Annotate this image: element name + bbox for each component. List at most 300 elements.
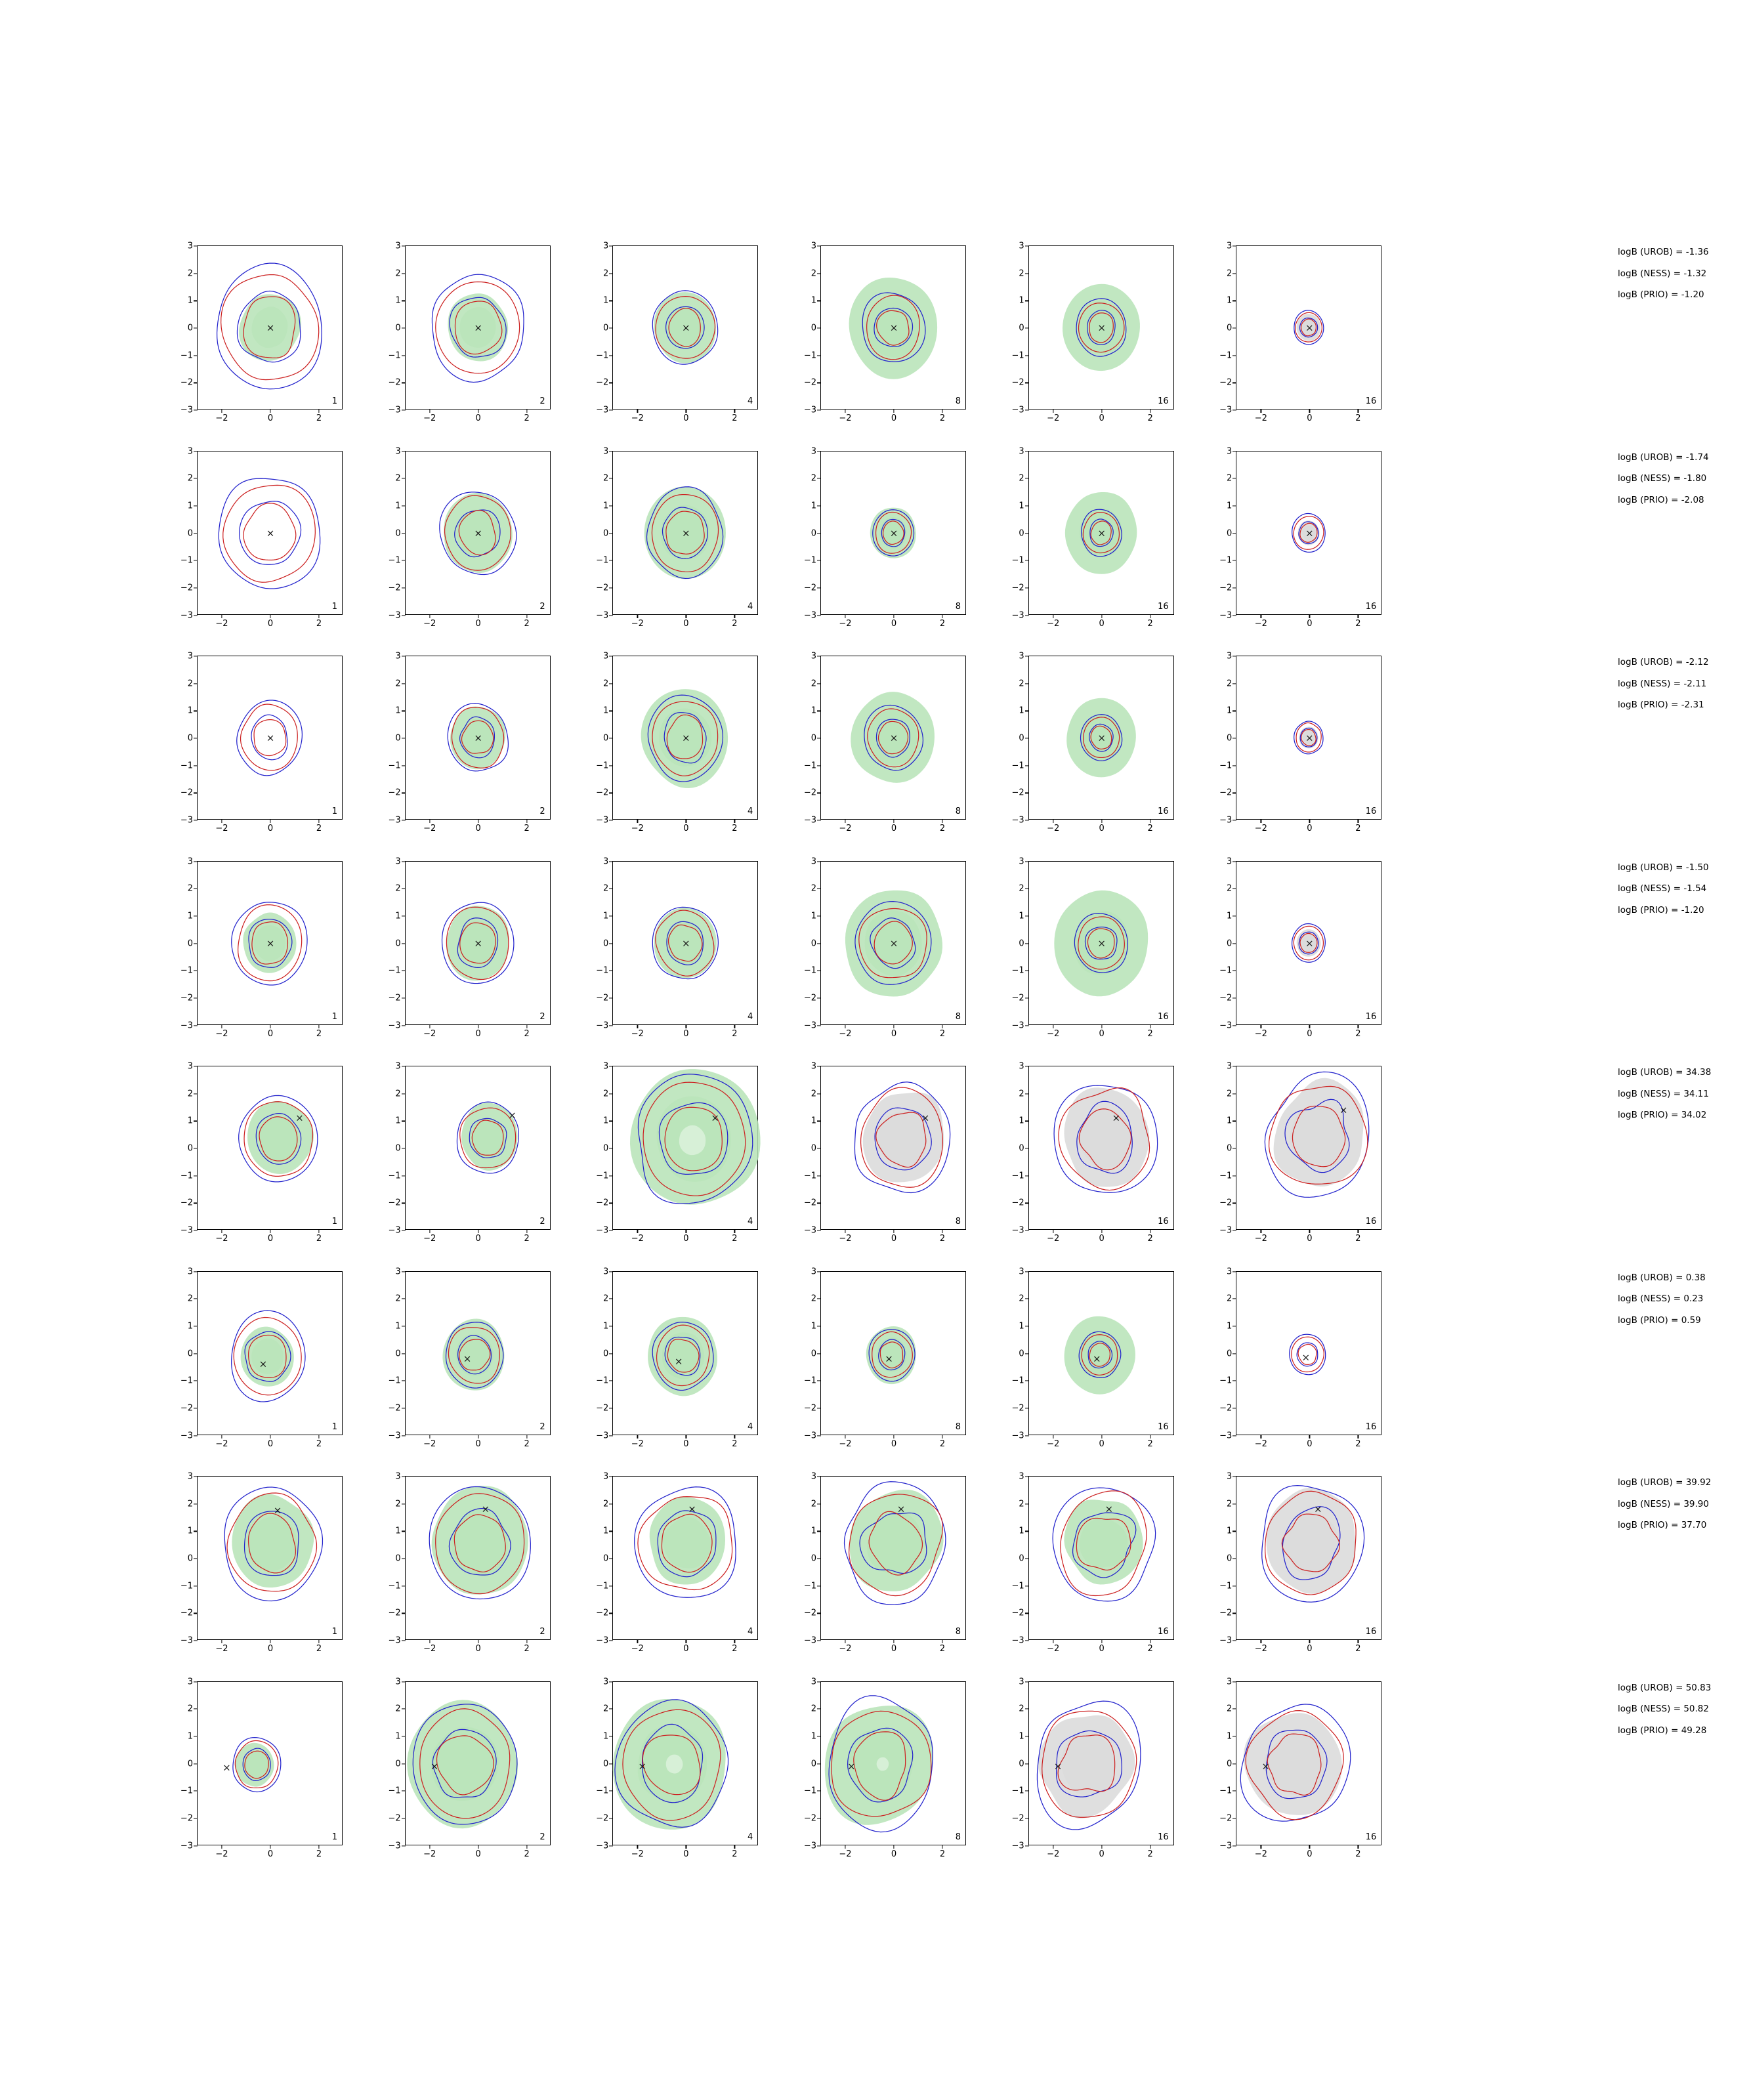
y-tick-mark [194,1476,198,1477]
x-tick-mark [893,1845,894,1849]
contour-plot [613,1682,757,1845]
y-tick-label: −1 [1219,965,1233,976]
x-tick-label: 0 [1307,824,1313,833]
y-tick-label: 3 [1227,1267,1233,1276]
panel-corner-label: 16 [1365,1421,1377,1432]
x-tick-label: −2 [1254,1849,1267,1859]
y-tick-mark [817,1845,821,1846]
y-tick-mark [817,1709,821,1710]
y-tick-label: −2 [803,993,816,1003]
y-tick-mark [402,1613,406,1614]
panel-row [177,852,1709,1057]
y-tick-label: −2 [180,1198,193,1208]
plot-axes [1011,856,1174,1039]
plot-axes [1219,241,1381,423]
y-tick-mark [817,327,821,328]
x-tick-mark [526,1229,527,1233]
y-tick-mark [817,1531,821,1532]
y-tick-label: −3 [388,1020,401,1030]
truth-marker: × [1053,1760,1063,1773]
y-tick-mark [609,1503,613,1504]
y-tick-label: 1 [1019,1116,1024,1126]
y-tick-mark [1025,1613,1029,1614]
y-tick-label: 0 [1227,323,1233,333]
plot-axes [180,446,343,629]
y-tick-label: −1 [1011,965,1024,976]
plot-axes [1219,651,1381,833]
y-tick-label: −3 [180,815,193,826]
logb-annotation: logB (UROB) = 39.92 [1618,1477,1712,1488]
y-tick-label: −1 [180,1171,193,1181]
y-tick-mark [1025,765,1029,766]
x-tick-mark [893,1435,894,1438]
y-tick-label: 0 [1227,733,1233,744]
y-tick-label: −2 [1011,583,1024,593]
y-tick-mark [1025,943,1029,944]
contour-plot [613,1477,757,1639]
logb-annotation: logB (NESS) = -1.54 [1618,883,1707,894]
panel-3-5 [1009,651,1174,834]
panel-corner-label: 16 [1365,1217,1377,1227]
x-tick-mark [1101,1229,1102,1233]
y-tick-label: −3 [1011,610,1024,620]
y-tick-mark [402,273,406,274]
y-tick-label: 0 [1227,1143,1233,1154]
y-tick-mark [817,1558,821,1559]
y-tick-label: 3 [395,1471,401,1482]
y-tick-mark [609,1435,613,1436]
panel-7-2 [385,1471,551,1654]
y-tick-label: 0 [811,528,816,538]
x-tick-label: 0 [475,413,481,423]
x-tick-label: −2 [215,1849,228,1859]
panel-corner-label: 4 [748,601,753,612]
panel-corner-label: 1 [331,1421,337,1432]
x-tick-label: 0 [475,1644,481,1654]
y-tick-mark [402,615,406,616]
panel-7-1 [177,1471,343,1654]
panel-corner-label: 8 [955,1627,961,1637]
logb-annotation: logB (UROB) = -1.74 [1618,452,1709,463]
x-tick-label: 2 [1147,824,1153,833]
y-tick-mark [194,1093,198,1094]
x-tick-label: −2 [839,413,852,423]
truth-marker: × [889,527,898,539]
plot-axes [388,1061,551,1244]
x-tick-label: 2 [1147,1234,1153,1244]
truth-marker: × [688,1503,696,1515]
y-tick-label: 2 [1227,679,1233,689]
y-tick-label: 1 [811,705,816,716]
y-tick-label: 1 [395,501,401,511]
x-tick-label: 0 [267,824,274,833]
x-tick-label: 2 [939,1234,946,1244]
x-tick-label: 0 [891,1028,897,1039]
y-tick-mark [1025,273,1029,274]
y-tick-label: 0 [395,323,401,333]
y-tick-mark [609,861,613,862]
y-tick-mark [817,355,821,356]
x-tick-label: 0 [267,413,274,423]
x-tick-mark [1358,1435,1359,1438]
y-tick-label: −3 [803,1020,816,1030]
y-tick-label: 3 [395,1677,401,1687]
plot-axes [803,1061,966,1244]
y-tick-label: −1 [803,1171,816,1181]
panel-corner-label: 16 [1365,396,1377,406]
y-tick-label: 1 [603,705,609,716]
y-tick-label: 2 [395,1704,401,1714]
y-tick-mark [1233,861,1236,862]
logb-annotation: logB (NESS) = -1.32 [1618,268,1707,279]
y-tick-label: 2 [811,1089,816,1099]
y-tick-label: −2 [1011,1608,1024,1618]
y-tick-mark [1025,451,1029,452]
panel-6-6 [1216,1267,1381,1450]
x-tick-label: 2 [732,1028,738,1039]
x-tick-label: 0 [1099,1849,1105,1859]
x-tick-label: 2 [524,1028,530,1039]
x-tick-label: −2 [1047,618,1060,629]
y-tick-label: 0 [187,1553,193,1564]
x-tick-label: 0 [891,1644,897,1654]
y-tick-label: −2 [803,1608,816,1618]
truth-marker: × [1097,322,1106,334]
panel-corner-label: 16 [1158,1421,1169,1432]
y-tick-mark [817,861,821,862]
x-tick-mark [893,819,894,823]
panel-3-6 [1216,651,1381,834]
y-tick-label: −3 [1011,1225,1024,1236]
logb-annotation: logB (PRIO) = -2.31 [1618,700,1704,710]
y-tick-label: −1 [596,1376,609,1386]
y-tick-label: 0 [811,323,816,333]
plot-axes [388,446,551,629]
panel-corner-label: 2 [539,807,545,816]
plot-axes [1011,651,1174,833]
y-tick-label: 0 [187,938,193,948]
y-tick-label: −3 [388,1225,401,1236]
x-tick-mark [526,1435,527,1438]
y-tick-label: −3 [803,405,816,415]
x-tick-label: 2 [316,824,322,833]
y-tick-mark [1233,1353,1236,1354]
x-tick-label: −2 [631,413,644,423]
y-tick-label: 0 [603,528,609,538]
contour-plot [1029,1682,1173,1845]
y-tick-label: 0 [603,1759,609,1769]
y-tick-mark [1025,1203,1029,1204]
x-tick-mark [1309,1229,1310,1233]
x-tick-label: −2 [423,1438,436,1449]
x-tick-mark [1309,1435,1310,1438]
x-tick-label: 2 [316,1849,322,1859]
panel-1-1 [177,241,343,424]
x-tick-label: 0 [475,1438,481,1449]
y-tick-label: 2 [187,1293,193,1304]
y-tick-label: 1 [187,501,193,511]
y-tick-label: −3 [1219,610,1233,620]
y-tick-label: 1 [811,1526,816,1536]
y-tick-label: 0 [1019,938,1024,948]
x-tick-mark [1358,1229,1359,1233]
y-tick-mark [194,1175,198,1176]
y-tick-label: −1 [596,1786,609,1796]
y-tick-label: −2 [596,583,609,593]
plot-axes [388,651,551,833]
y-tick-label: 1 [811,911,816,921]
y-tick-mark [817,1025,821,1026]
panel-corner-label: 1 [331,601,337,612]
y-tick-label: −1 [803,555,816,566]
y-tick-label: 3 [811,446,816,456]
y-tick-label: −1 [1219,1786,1233,1796]
y-tick-mark [1233,1435,1236,1436]
panel-3-3 [593,651,758,834]
y-tick-mark [1233,451,1236,452]
y-tick-label: 2 [1019,679,1024,689]
y-tick-mark [402,683,406,684]
x-tick-mark [734,1435,735,1438]
truth-marker: × [1097,937,1106,949]
y-tick-label: −2 [596,788,609,798]
x-tick-label: −2 [839,1849,852,1859]
y-tick-label: −3 [1219,1635,1233,1646]
panel-1-3 [593,241,758,424]
x-tick-label: 2 [1355,1849,1361,1859]
y-tick-mark [194,943,198,944]
plot-axes [180,1061,343,1244]
plot-axes [596,651,758,833]
x-tick-label: 2 [939,1028,946,1039]
y-tick-mark [817,1763,821,1764]
truth-marker: × [474,322,482,334]
y-tick-label: −3 [180,1431,193,1440]
y-tick-label: −3 [180,1635,193,1646]
truth-marker: × [885,1353,893,1365]
y-tick-label: 0 [811,1553,816,1564]
y-tick-mark [402,1093,406,1094]
y-tick-mark [817,273,821,274]
y-tick-label: 2 [187,883,193,894]
x-tick-mark [429,1435,430,1438]
y-tick-label: 0 [603,733,609,744]
panel-6-5 [1009,1267,1174,1450]
y-tick-mark [817,505,821,506]
y-tick-mark [402,1476,406,1477]
y-tick-mark [1233,1121,1236,1122]
x-tick-label: −2 [423,1028,436,1039]
y-tick-label: −3 [1219,405,1233,415]
panel-corner-label: 2 [539,601,545,612]
y-tick-label: −1 [1011,1581,1024,1591]
y-tick-label: −1 [180,350,193,361]
contour-plot [406,1272,550,1435]
panel-corner-label: 8 [955,1217,961,1227]
y-tick-label: 1 [395,911,401,921]
y-tick-label: −2 [1219,1608,1233,1618]
y-tick-label: 2 [187,1499,193,1509]
x-tick-mark [429,819,430,823]
y-tick-mark [194,1203,198,1204]
y-tick-label: −1 [803,1786,816,1796]
x-tick-label: −2 [631,1438,644,1449]
y-tick-label: −1 [596,350,609,361]
x-tick-mark [318,1845,319,1849]
y-tick-mark [1233,683,1236,684]
x-tick-mark [526,409,527,413]
y-tick-label: 3 [1019,241,1024,251]
panel-7-5 [1009,1471,1174,1654]
y-tick-mark [194,1435,198,1436]
y-tick-label: 3 [811,1267,816,1276]
y-tick-label: 3 [811,1677,816,1687]
y-tick-label: 0 [811,938,816,948]
y-tick-label: 3 [187,1471,193,1482]
x-tick-label: −2 [631,618,644,629]
y-tick-mark [609,915,613,916]
plot-axes [803,856,966,1039]
y-tick-label: −3 [596,1841,609,1851]
panel-corner-label: 16 [1365,1627,1377,1637]
y-tick-label: −2 [1011,1198,1024,1208]
row-annotations [1618,864,1749,928]
x-tick-label: 2 [939,1438,946,1449]
y-tick-label: −1 [596,1171,609,1181]
x-tick-mark [221,1639,222,1643]
y-tick-label: −2 [388,993,401,1003]
y-tick-label: 0 [1227,528,1233,538]
y-tick-mark [817,1613,821,1614]
y-tick-mark [1233,615,1236,616]
x-tick-mark [1101,409,1102,413]
y-tick-label: −3 [180,1841,193,1851]
x-tick-label: 2 [524,1438,530,1449]
y-tick-label: −3 [388,815,401,826]
y-tick-label: 1 [187,1321,193,1332]
y-tick-mark [817,1435,821,1436]
panel-corner-label: 4 [748,1627,753,1637]
y-tick-mark [1233,1763,1236,1764]
y-tick-label: 1 [603,295,609,306]
y-tick-mark [194,1845,198,1846]
y-tick-label: 1 [187,1731,193,1742]
y-tick-label: 3 [603,241,609,251]
logb-annotation: logB (UROB) = -1.50 [1618,862,1709,873]
contour-plot [821,1477,965,1639]
y-tick-mark [194,1353,198,1354]
x-tick-mark [429,1845,430,1849]
y-tick-label: −2 [596,1198,609,1208]
y-tick-label: 3 [811,241,816,251]
plot-axes [180,1677,343,1859]
panel-corner-label: 2 [539,1832,545,1842]
y-tick-label: −3 [1011,1020,1024,1030]
y-tick-label: −2 [180,788,193,798]
y-tick-mark [1025,560,1029,561]
truth-marker: × [508,1109,516,1122]
row-annotations [1618,1684,1749,1748]
x-tick-label: 2 [1355,413,1361,423]
panel-corner-label: 4 [748,1011,753,1022]
y-tick-label: 3 [603,446,609,456]
y-tick-mark [194,1681,198,1682]
y-tick-label: −1 [596,761,609,771]
x-tick-label: −2 [1047,1438,1060,1449]
y-tick-label: 1 [1019,1321,1024,1332]
x-tick-label: 2 [1355,1438,1361,1449]
y-tick-label: −2 [388,1813,401,1824]
x-tick-label: −2 [839,618,852,629]
y-tick-label: −2 [803,583,816,593]
y-tick-mark [194,1503,198,1504]
contour-plot [1029,1477,1173,1639]
panel-3-1 [177,651,343,834]
x-tick-label: 0 [1099,1438,1105,1449]
x-tick-label: −2 [215,1438,228,1449]
y-tick-mark [609,1476,613,1477]
y-tick-label: 3 [1227,241,1233,251]
x-tick-label: 2 [732,824,738,833]
y-tick-label: −2 [388,1198,401,1208]
x-tick-label: 0 [1307,1438,1313,1449]
y-tick-mark [1233,915,1236,916]
y-tick-label: −1 [1011,761,1024,771]
logb-annotation: logB (PRIO) = 37.70 [1618,1520,1707,1530]
plot-axes [388,1471,551,1654]
panel-5-1 [177,1061,343,1244]
y-tick-label: −3 [803,1635,816,1646]
y-tick-mark [194,683,198,684]
x-tick-mark [318,409,319,413]
panel-corner-label: 16 [1158,1217,1169,1227]
logb-annotation: logB (NESS) = 50.82 [1618,1704,1709,1714]
y-tick-label: −2 [180,993,193,1003]
x-tick-mark [734,614,735,618]
truth-marker: × [1305,527,1314,539]
y-tick-mark [817,1093,821,1094]
y-tick-label: 2 [395,473,401,484]
logb-annotation: logB (PRIO) = 34.02 [1618,1110,1707,1120]
truth-marker: × [259,1358,268,1370]
x-tick-label: 2 [1147,1644,1153,1654]
y-tick-mark [1233,587,1236,588]
x-tick-label: 0 [475,824,481,833]
y-tick-label: −3 [180,1020,193,1030]
y-tick-label: −2 [180,377,193,388]
y-tick-label: 2 [603,473,609,484]
x-tick-label: 0 [891,1438,897,1449]
x-tick-label: 2 [939,618,946,629]
y-tick-label: 2 [1019,1704,1024,1714]
y-tick-label: −2 [388,583,401,593]
y-tick-label: 0 [395,1143,401,1154]
x-tick-mark [429,1024,430,1028]
y-tick-label: 1 [1227,501,1233,511]
x-tick-mark [1358,819,1359,823]
y-tick-label: 3 [187,1267,193,1276]
logb-annotation: logB (NESS) = 34.11 [1618,1088,1709,1099]
x-tick-label: 0 [891,413,897,423]
x-tick-mark [318,819,319,823]
y-tick-mark [1233,505,1236,506]
y-tick-mark [609,1845,613,1846]
truth-marker: × [889,322,898,334]
y-tick-label: −2 [596,993,609,1003]
y-tick-mark [1233,355,1236,356]
y-tick-label: 2 [1019,473,1024,484]
y-tick-label: −2 [1219,993,1233,1003]
